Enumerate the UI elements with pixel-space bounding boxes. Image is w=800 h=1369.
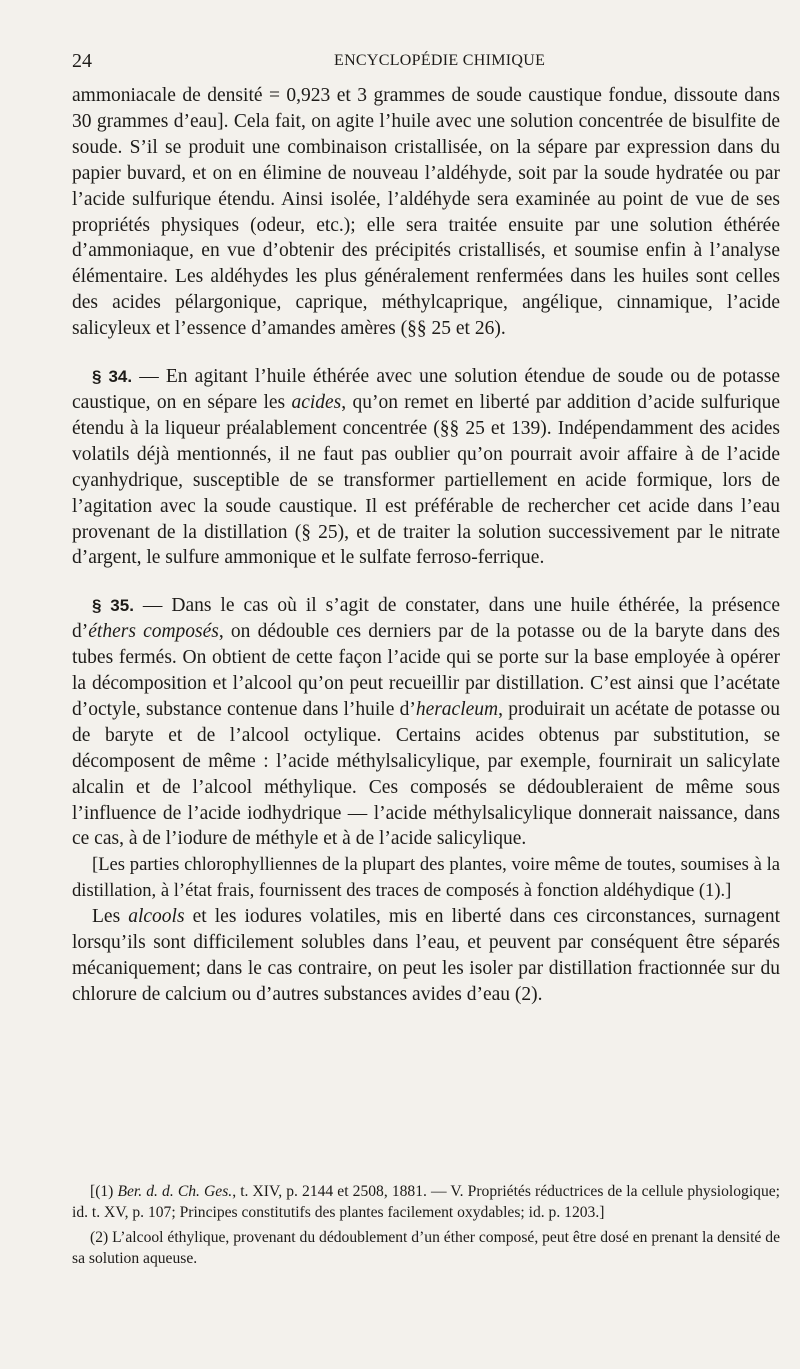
paragraph-alcools [72, 904, 780, 1008]
alcools-emphasis: alcools [128, 906, 185, 928]
paragraph-aldehydes: ammoniacale de densité = 0,923 et 3 grammes de soude caustique fondue, dissoute dans 30 grammes d’eau]. Cela fait, on agite l’huile avec une solution concentrée de bisulfite de soude. S’il se produit une combinaison cristallisée, on la sépare par expression dans du papier buvard, et on en élimine de nouveau l’aldéhyde, soit par la soude hydratée ou par l’acide sulfurique étendu. Ainsi isolée, l’aldéhyde sera examinée au point de vue de ses propriétés physiques (odeur, etc.); elle sera traitée ensuite par une solution éthérée d’ammoniaque, en vue d’obtenir des précipités cristallisés, et soumise enfin à l’analyse élémentaire. Les aldéhydes les plus généralement renfermées dans les huiles sont celles des acides pélargonique, caprique, méthylcaprique, angélique, cinnamique, l’acide salicyleux et l’essence d’amandes amères (§§ 25 et 26). [72, 85, 780, 340]
section-35-emphasis-heracleum: heracleum [415, 698, 499, 720]
running-title: ENCYCLOPÉDIE CHIMIQUE [334, 52, 546, 69]
section-35-label: § 35. [92, 596, 134, 616]
footnote-2: (2) L’alcool éthylique, provenant du dédoublement d’un éther composé, peut être dosé en prenant la densité de sa solution aqueuse. [72, 1229, 780, 1267]
footnote-1-text-a: [(1) [90, 1183, 118, 1200]
page-number: 24 [72, 50, 92, 72]
paragraph-chlorophyll-note: [Les parties chlorophylliennes de la plupart des plantes, voire même de toutes, soumises à la distillation, à l’état frais, fournissent des traces de composés à fonction aldéhydique (1).] [72, 854, 780, 902]
footnote-1-text-b: , t. XIV, p. 2144 et 2508, 1881. — V. Propriétés réductrices de la cellule physiologique; id. t. XV, p. 107; Principes constitutifs des plantes facilement oxydables; id. p. 1203.] [72, 1183, 781, 1221]
section-34-label: § 34. [92, 367, 133, 387]
footnote-1-journal: Ber. d. d. Ch. Ges. [117, 1183, 233, 1200]
page-header [72, 48, 780, 74]
section-35-emphasis-ethers: éthers composés [88, 621, 219, 643]
paragraph-section-35 [72, 593, 780, 852]
section-35-text-c: , produirait un acétate de potasse ou de baryte et de l’alcool octylique. Certains acides obtenus par substitution, se décomposent de même : l’acide méthylsalicylique, par exemple, fournirait un salicylate alcalin et de l’alcool méthylique. Ces composés se dédoubleraient de même sous l’influence de l’acide iodhydrique — l’acide méthylsalicylique donnerait naissance, dans ce cas, à de l’iodure de méthyle et à de l’acide salicylique. [72, 698, 780, 850]
footnote-1 [72, 1181, 780, 1223]
alcools-text-a: Les [92, 906, 129, 928]
section-34-text-b: , qu’on remet en liberté par addition d’acide sulfurique étendu à la liqueur préalablement concentrée (§§ 25 et 139). Indépendamment des acides volatils déjà mentionnés, il ne faut pas oublier qu’on pourrait avoir affaire à de l’acide cyanhydrique, susceptible de se transformer partiellement en acide formique, lors de l’agitation avec la soude caustique. Il est préférable de rechercher cet acide dans l’eau provenant de la distillation (§ 25), et de traiter la solution successivement par le nitrate d’argent, le sulfure ammonique et le sulfate ferroso-ferrique. [72, 391, 780, 569]
footnotes [72, 1181, 780, 1273]
section-35-text-b: , on dédouble ces derniers par de la potasse ou de la baryte dans des tubes fermés. On obtient de cette façon l’acide qui se porte sur la base employée à opérer la décomposition et l’alcool qu’on peut recueillir par distillation. C’est ainsi que l’acétate d’octyle, substance contenue dans l’huile d’ [72, 621, 780, 720]
paragraph-section-34 [72, 364, 780, 571]
section-35-text-a: — Dans le cas où il s’agit de constater, dans une huile éthérée, la présence d’ [72, 595, 780, 643]
section-34-emphasis: acides [291, 391, 342, 413]
alcools-text-b: et les iodures volatiles, mis en liberté dans ces circonstances, surnagent lorsqu’ils sont difficilement solubles dans l’eau, et peuvent par conséquent être séparés mécaniquement; dans le cas contraire, on peut les isoler par distillation fractionnée sur du chlorure de calcium ou d’autres substances avides d’eau (2). [72, 906, 780, 1005]
section-34-text-a: — En agitant l’huile éthérée avec une solution étendue de soude ou de potasse caustique, on en sépare les [72, 366, 780, 413]
body-text [72, 83, 780, 1008]
